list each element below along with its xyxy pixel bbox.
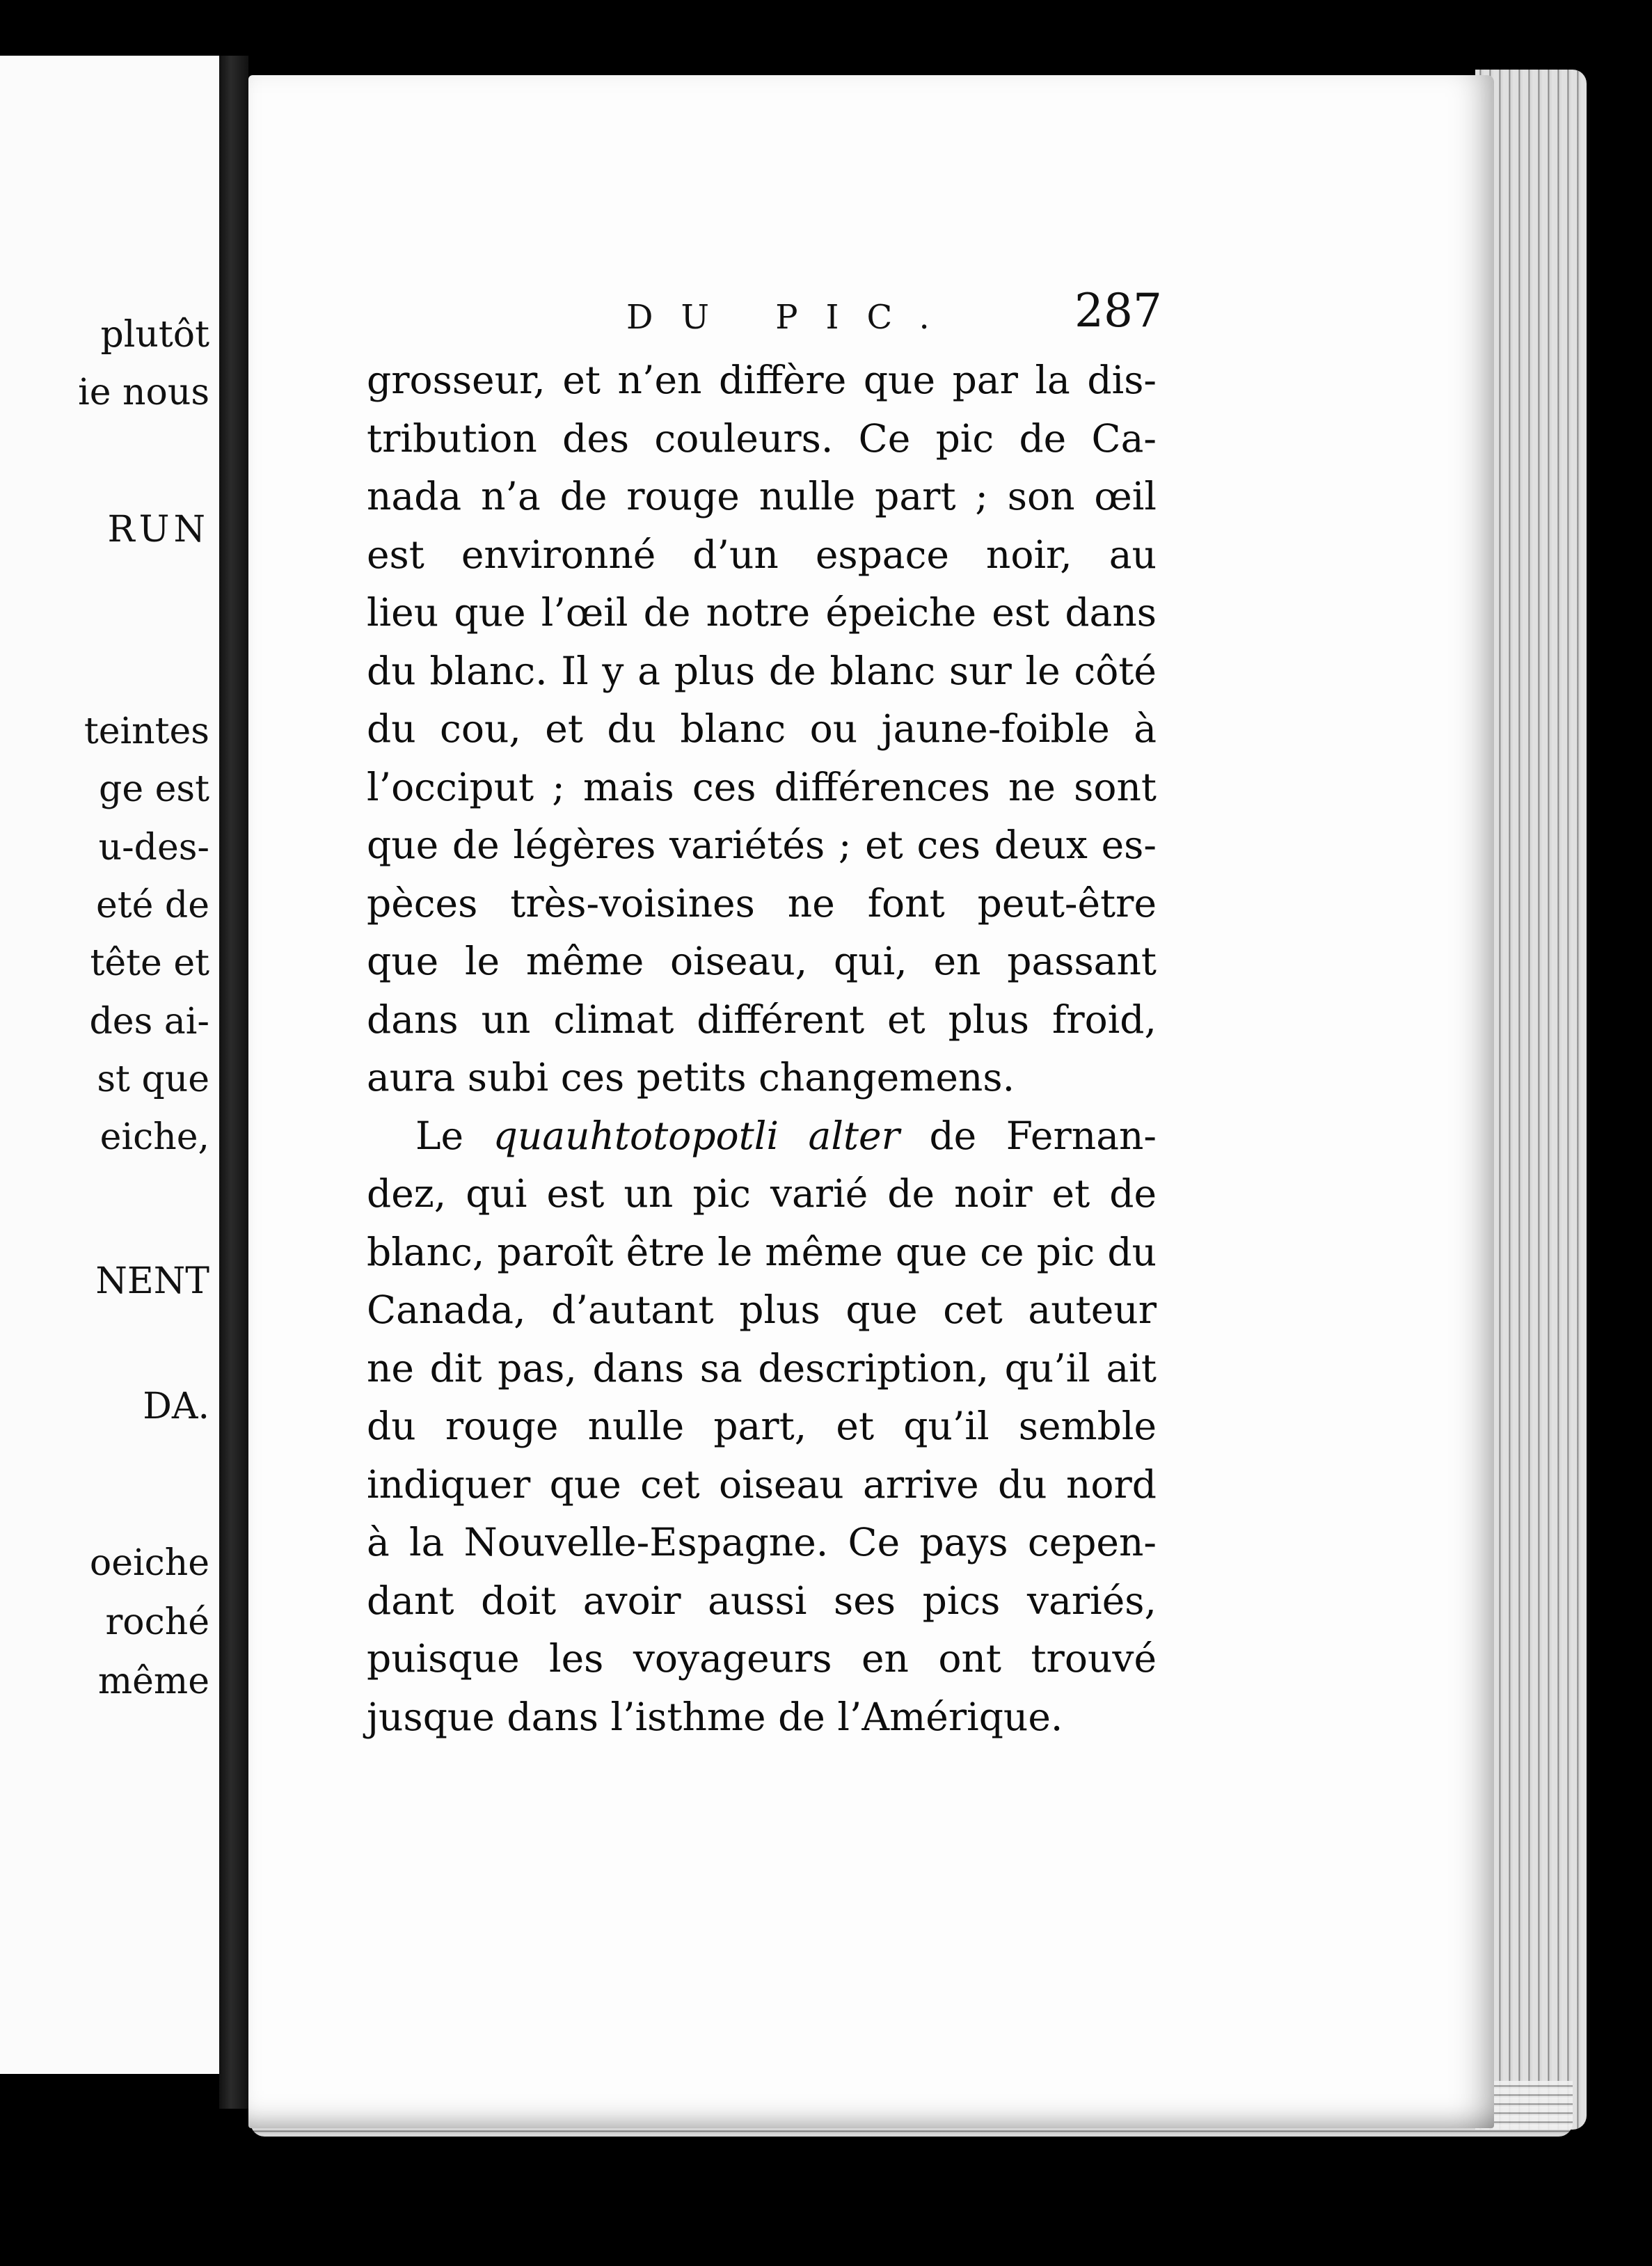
text-line: est environné d’un espace noir, au xyxy=(367,532,1157,577)
left-page-fragment: roché xyxy=(105,1601,209,1643)
text-line: du rouge nulle part, et qu’il semble xyxy=(367,1404,1157,1448)
left-page-fragment: plutôt xyxy=(100,314,209,356)
text-line: à la Nouvelle-Espagne. Ce pays cepen- xyxy=(367,1520,1157,1564)
text-line: nada n’a de rouge nulle part ; son œil xyxy=(367,474,1157,518)
left-page-fragment: teintes xyxy=(84,711,209,752)
text-line: du cou, et du blanc ou jaune-foible à xyxy=(367,706,1157,751)
text-line: puisque les voyageurs en ont trouvé xyxy=(367,1636,1157,1681)
text-run: Le xyxy=(415,1113,493,1158)
left-page-fragment: st que xyxy=(97,1059,209,1100)
text-line: grosseur, et n’en diffère que par la dis- xyxy=(367,358,1157,402)
left-page-fragment: tête et xyxy=(90,942,209,984)
text-line: dans un climat différent et plus froid, xyxy=(367,997,1157,1042)
book-spine xyxy=(219,56,248,2109)
left-page-fragment: des ai- xyxy=(89,1001,209,1043)
text-line: pèces très-voisines ne font peut-être xyxy=(367,880,1157,926)
text-line: que de légères variétés ; et ces deux es- xyxy=(367,823,1157,867)
text-line: ne dit pas, dans sa description, qu’il ait xyxy=(367,1345,1157,1390)
text-run: de Fernan- xyxy=(899,1113,1157,1158)
left-page-fragment: NENT xyxy=(95,1260,209,1302)
text-line: lieu que l’œil de notre épeiche est dans xyxy=(367,590,1157,635)
text-line: dant doit avoir aussi ses pics variés, xyxy=(367,1578,1157,1623)
text-line: tribution des couleurs. Ce pic de Ca- xyxy=(367,415,1157,461)
previous-page xyxy=(0,56,223,2074)
left-page-fragment: DA. xyxy=(143,1386,209,1427)
text-line: du blanc. Il y a plus de blanc sur le côté xyxy=(367,648,1157,693)
text-line: indiquer que cet oiseau arrive du nord xyxy=(367,1461,1157,1507)
text-line-first xyxy=(367,1107,1157,1166)
text-line: l’occiput ; mais ces différences ne sont xyxy=(367,764,1157,809)
text-line: que le même oiseau, qui, en passant xyxy=(367,939,1157,983)
left-page-fragment: u-des- xyxy=(98,827,209,869)
italic-species-name: quauhtotopotli alter xyxy=(493,1113,900,1158)
text-line: blanc, paroît être le même que ce pic du xyxy=(367,1229,1157,1274)
left-page-fragment: eté de xyxy=(95,885,209,926)
running-head xyxy=(362,284,1162,347)
left-page-fragment: RUN xyxy=(107,509,209,550)
left-page-fragment: même xyxy=(97,1661,209,1702)
text-line: dez, qui est un pic varié de noir et de xyxy=(367,1171,1157,1216)
left-page-fragment: eiche, xyxy=(100,1116,209,1158)
text-line: Canada, d’autant plus que cet auteur xyxy=(367,1288,1157,1332)
left-page-fragment: oeiche xyxy=(89,1542,209,1584)
paragraph-1 xyxy=(367,351,1157,1107)
text-line: aura subi ces petits changemens. xyxy=(367,1055,1015,1100)
paragraph-2 xyxy=(367,1107,1157,1747)
text-line: jusque dans l’isthme de l’Amérique. xyxy=(367,1694,1063,1739)
page-number: 287 xyxy=(1074,284,1162,338)
left-page-fragment: ge est xyxy=(99,768,209,810)
body-text xyxy=(367,351,1157,1746)
running-title: DU PIC. xyxy=(626,298,958,337)
left-page-fragment: ie nous xyxy=(78,372,209,413)
